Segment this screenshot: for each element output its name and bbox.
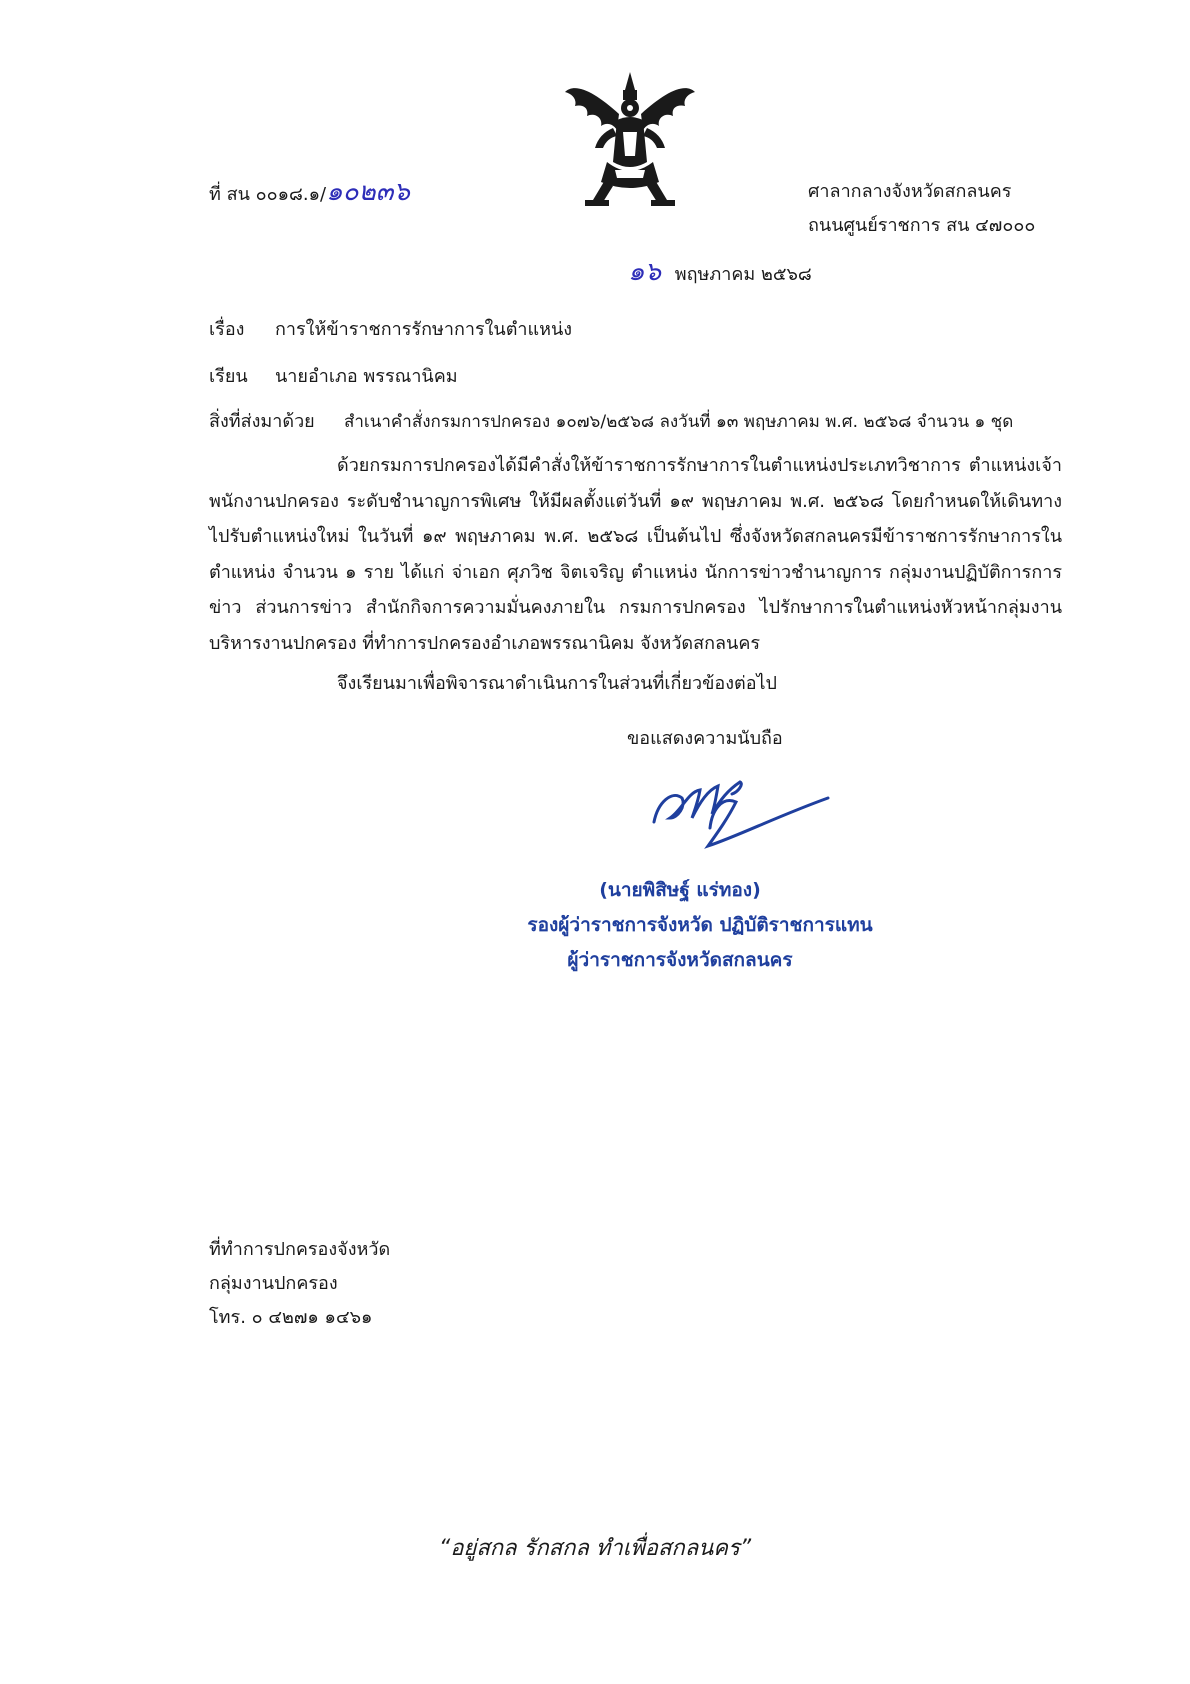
signatory-title-line2: ผู้ว่าราชการจังหวัดสกลนคร bbox=[567, 949, 793, 971]
date-day-handwritten: ๑๖ bbox=[628, 257, 662, 287]
enclosure-label: สิ่งที่ส่งมาด้วย bbox=[209, 411, 315, 432]
reference-prefix: ที่ สน ๐๐๑๘.๑/ bbox=[209, 184, 327, 205]
letter-date bbox=[628, 257, 812, 287]
subject-label: เรื่อง bbox=[209, 319, 245, 340]
enclosure-text: สำเนาคำสั่งกรมการปกครอง ๑๐๗๖/๒๕๖๘ ลงวันที่ ๑๓ พฤษภาคม พ.ศ. ๒๕๖๘ จำนวน ๑ ชุด bbox=[344, 412, 1014, 432]
body-paragraph-2: จึงเรียนมาเพื่อพิจารณาดำเนินการในส่วนที่เกี่ยวข้องต่อไป bbox=[337, 673, 777, 694]
recipient-text: นายอำเภอ พรรณานิคม bbox=[275, 366, 458, 387]
closing-text: ขอแสดงความนับถือ bbox=[627, 728, 783, 749]
reference-handwritten: ๑๐๒๓๖ bbox=[326, 177, 410, 207]
office-address-line1: ศาลากลางจังหวัดสกลนคร bbox=[808, 181, 1012, 202]
contact-office: ที่ทำการปกครองจังหวัด bbox=[209, 1239, 391, 1260]
body-paragraph-1 bbox=[209, 448, 1062, 661]
signatory-title-line1: รองผู้ว่าราชการจังหวัด ปฏิบัติราชการแทน bbox=[527, 914, 873, 936]
reference-number bbox=[209, 177, 410, 207]
contact-division: กลุ่มงานปกครอง bbox=[209, 1273, 338, 1294]
date-month-year: พฤษภาคม ๒๕๖๘ bbox=[674, 264, 812, 285]
contact-phone: โทร. ๐ ๔๒๗๑ ๑๔๖๑ bbox=[209, 1307, 373, 1328]
office-address-line2: ถนนศูนย์ราชการ สน ๔๗๐๐๐ bbox=[808, 215, 1036, 236]
recipient-label: เรียน bbox=[209, 366, 248, 387]
signatory-name: (นายพิสิษฐ์ แร่ทอง) bbox=[599, 879, 761, 901]
body-paragraph-1-text: ด้วยกรมการปกครองได้มีคำสั่งให้ข้าราชการรักษาการในตำแหน่งประเภทวิชาการ ตำแหน่งเจ้าพนักงานปกครอง ระดับชำนาญการพิเศษ ให้มีผลตั้งแต่วันที่ ๑๙ พฤษภาคม พ.ศ. ๒๕๖๘ โดยกำหนดให้เดินทางไปรับตำแหน่งใหม่ ในวันที่ ๑๙ พฤษภาคม พ.ศ. ๒๕๖๘ เป็นต้นไป ซึ่งจังหวัดสกลนครมีข้าราชการรักษาการในตำแหน่ง จำนวน ๑ ราย ได้แก่ จ่าเอก ศุภวิช จิตเจริญ ตำแหน่ง นักการข่าวชำนาญการ กลุ่มงานปฏิบัติการการข่าว ส่วนการข่าว สำนักกิจการความมั่นคงภายใน กรมการปกครอง ไปรักษาการในตำแหน่งหัวหน้ากลุ่มงานบริหารงานปกครอง ที่ทำการปกครองอำเภอพรรณานิคม จังหวัดสกลนคร bbox=[209, 455, 1062, 654]
garuda-emblem-icon bbox=[555, 62, 705, 212]
subject-text: การให้ข้าราชการรักษาการในตำแหน่ง bbox=[275, 319, 573, 340]
handwritten-signature bbox=[648, 762, 848, 862]
footer-motto: “อยู่สกล รักสกล ทำเพื่อสกลนคร” bbox=[438, 1536, 752, 1561]
